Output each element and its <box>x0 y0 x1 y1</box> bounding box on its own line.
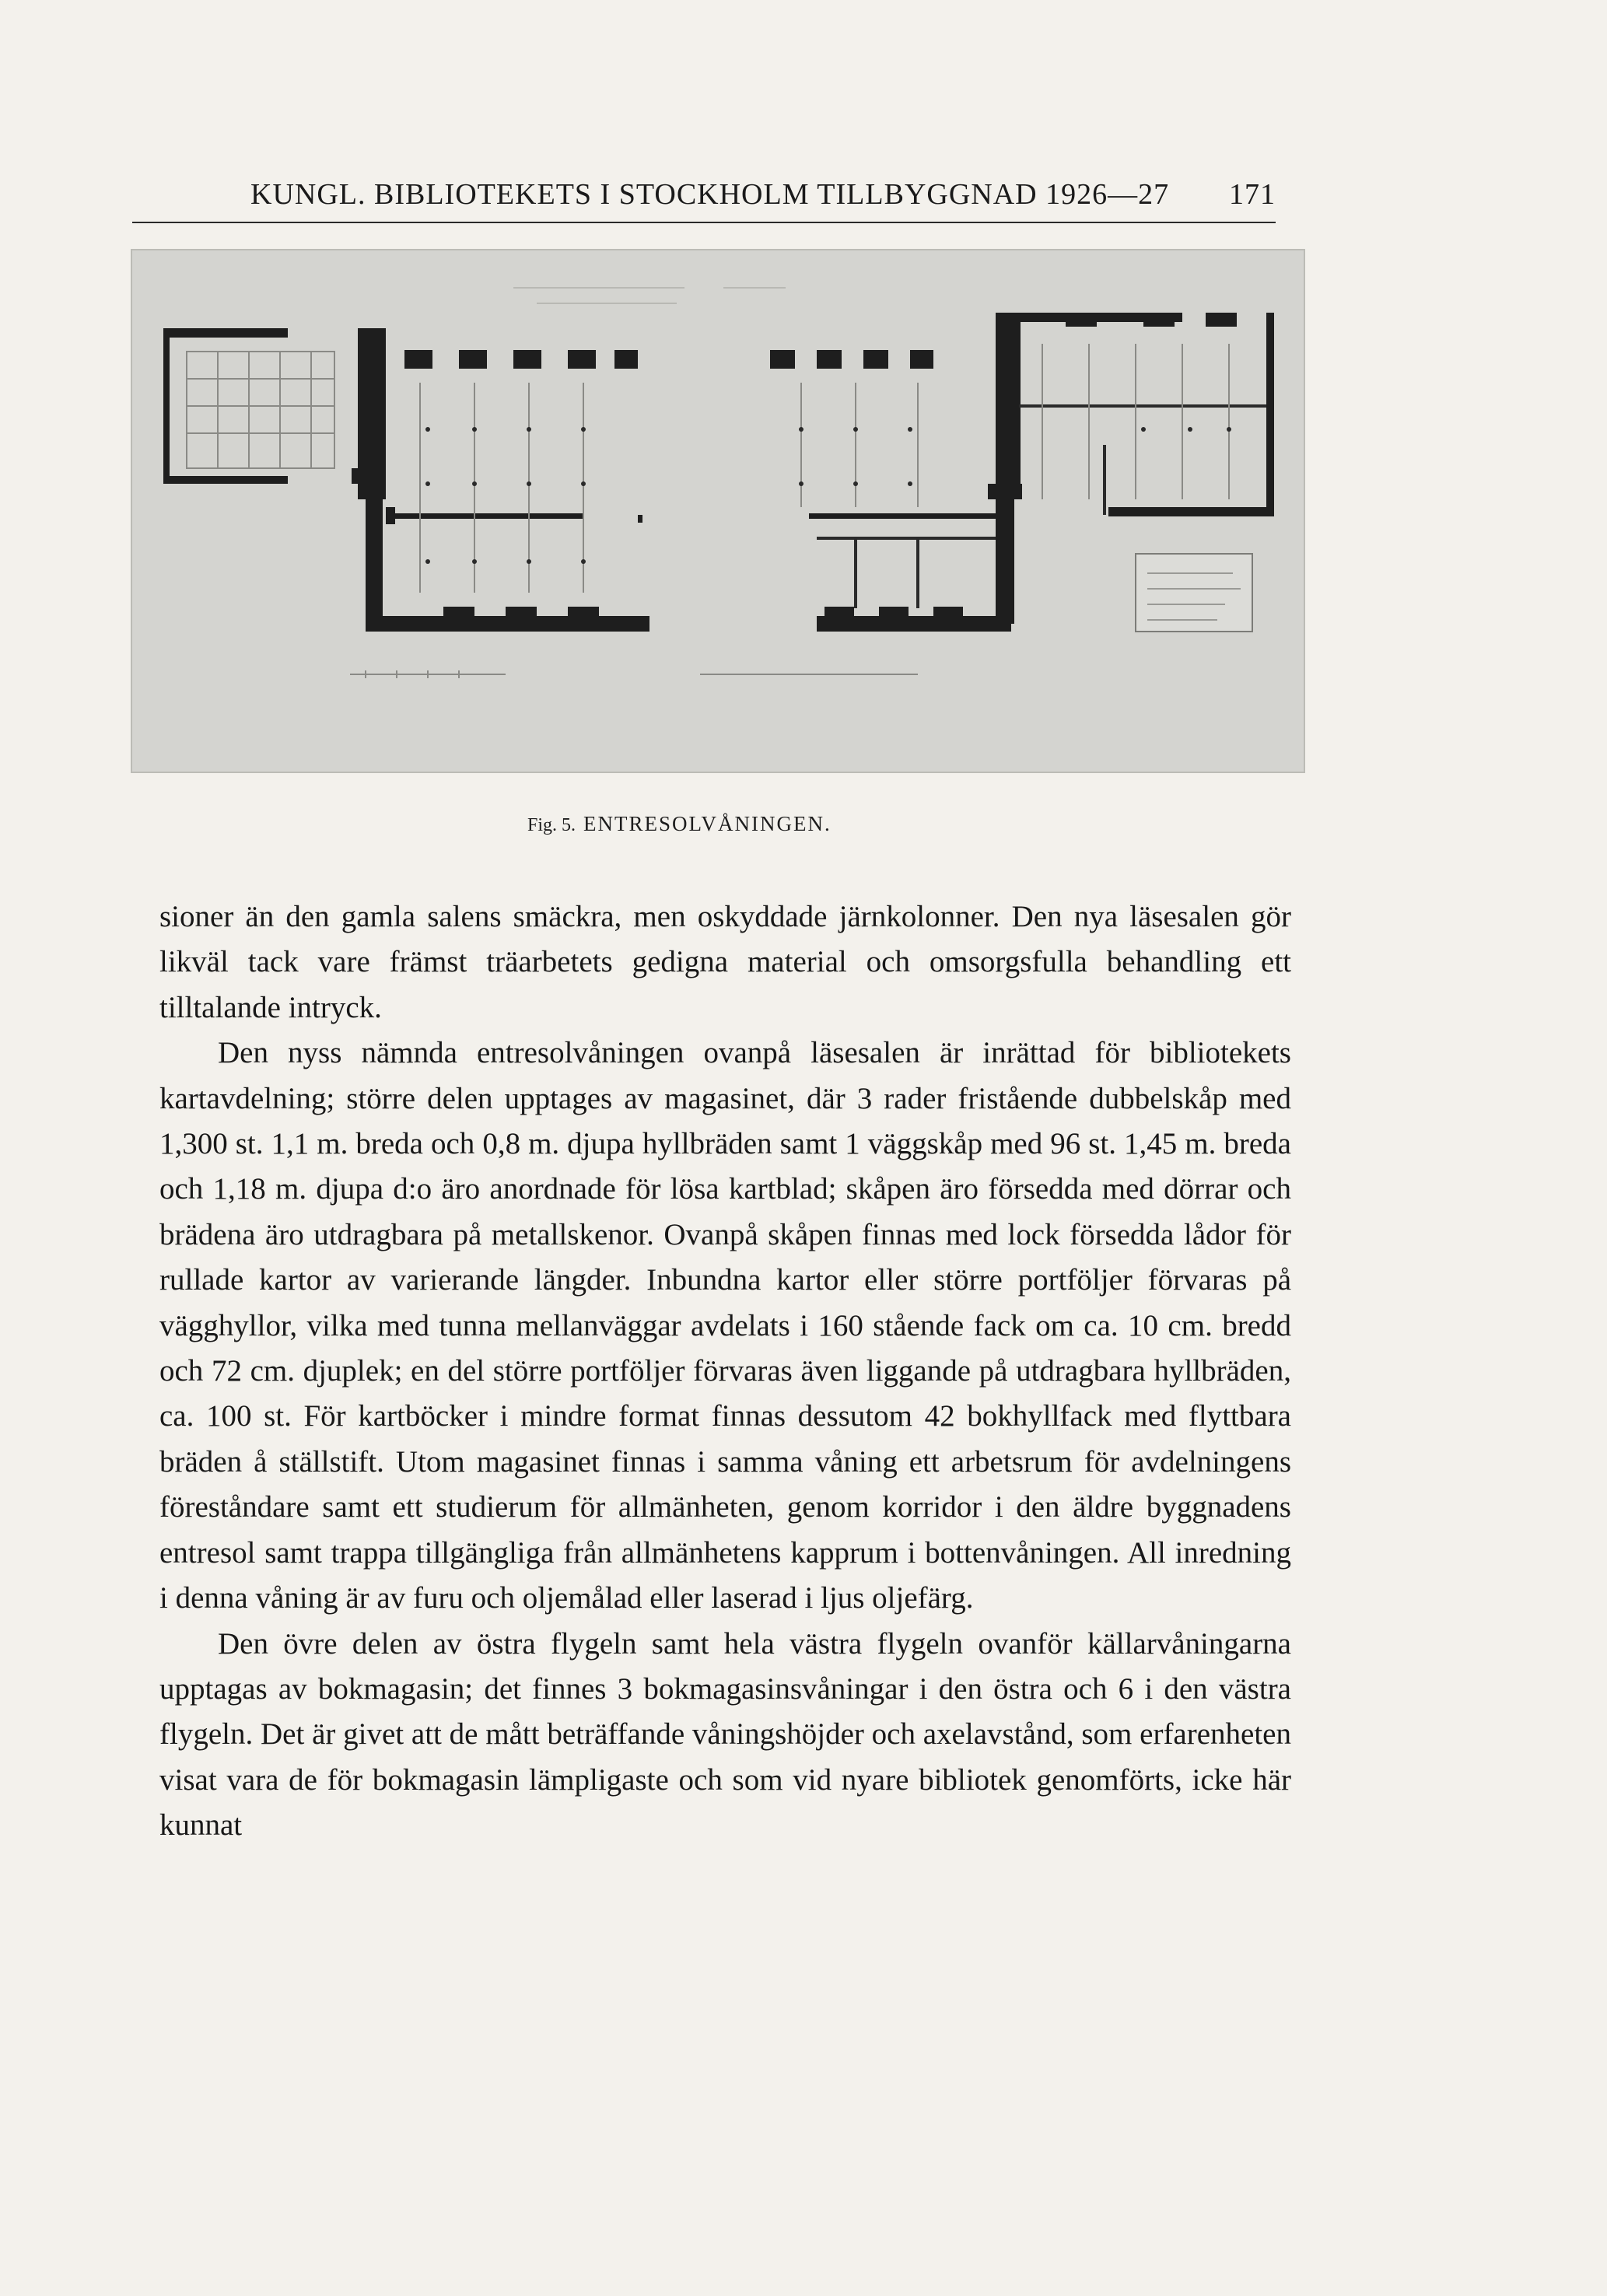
body-text <box>159 894 1291 1849</box>
paragraph: Den övre delen av östra flygeln samt hela västra flygeln ovanför källarvåningarna upptagas av bokmagasin; det finnes 3 bokmagasinsvåningar i den östra och 6 i den västra flygeln. Det är givet att de mått beträffande våningshöjder och axelavstånd, som erfarenheten visat vara de för bokmagasin lämpligaste och som vid nyare bibliotek genomförts, icke här kunnat <box>159 1626 1291 1843</box>
figure-caption-text: ENTRESOLVÅNINGEN. <box>583 812 832 835</box>
page-number: 171 <box>1229 178 1276 211</box>
floor-plan-figure <box>131 249 1305 773</box>
floor-plan-drawing <box>132 250 1304 772</box>
paragraph: sioner än den gamla salens smäckra, men oskyddade järnkolonner. Den nya läsesalen gör likväl tack vare främst träarbetets gedigna material och omsorgsfulla behandling ett tilltalande intryck. <box>159 900 1291 1024</box>
running-head-title: KUNGL. BIBLIOTEKETS I STOCKHOLM TILLBYGGNAD 1926—27 <box>250 178 1170 211</box>
figure-caption <box>527 812 832 836</box>
paragraph: Den nyss nämnda entresolvåningen ovanpå läsesalen är inrättad för bibliotekets kartavdelning; större delen upptages av magasinet, där 3 rader fristående dubbelskåp med 1,300 st. 1,1 m. breda och 0,8 m. djupa hyllbräden samt 1 väggskåp med 96 st. 1,45 m. breda och 1,18 m. djupa d:o äro anordnade för lösa kartblad; skåpen äro försedda med dörrar och brädena äro utdragbara på metallskenor. Ovanpå skåpen finnas med lock försedda lådor för rullade kartor av varierande längder. Inbundna kartor eller större portföljer förvaras på vägghyllor, vilka med tunna mellanväggar avdelats i 160 stående fack om ca. 10 cm. bredd och 72 cm. djuplek; en del större portföljer förvaras även liggande på utdragbara hyllbräden, ca. 100 st. För kartböcker i mindre format finnas dessutom 42 bokhyllfack med flyttbara bräden å ställstift. Utom magasinet finnas i samma våning ett arbetsrum för avdelningens föreståndare samt ett studierum för allmänheten, genom korridor i den äldre byggnadens entresol samt trappa tillgängliga från allmänhetens kapprum i bottenvåningen. All inredning i denna våning är av furu och oljemålad eller laserad i ljus oljefärg. <box>159 1036 1291 1615</box>
running-head-rule <box>132 222 1276 223</box>
figure-label: Fig. 5. <box>527 815 576 835</box>
